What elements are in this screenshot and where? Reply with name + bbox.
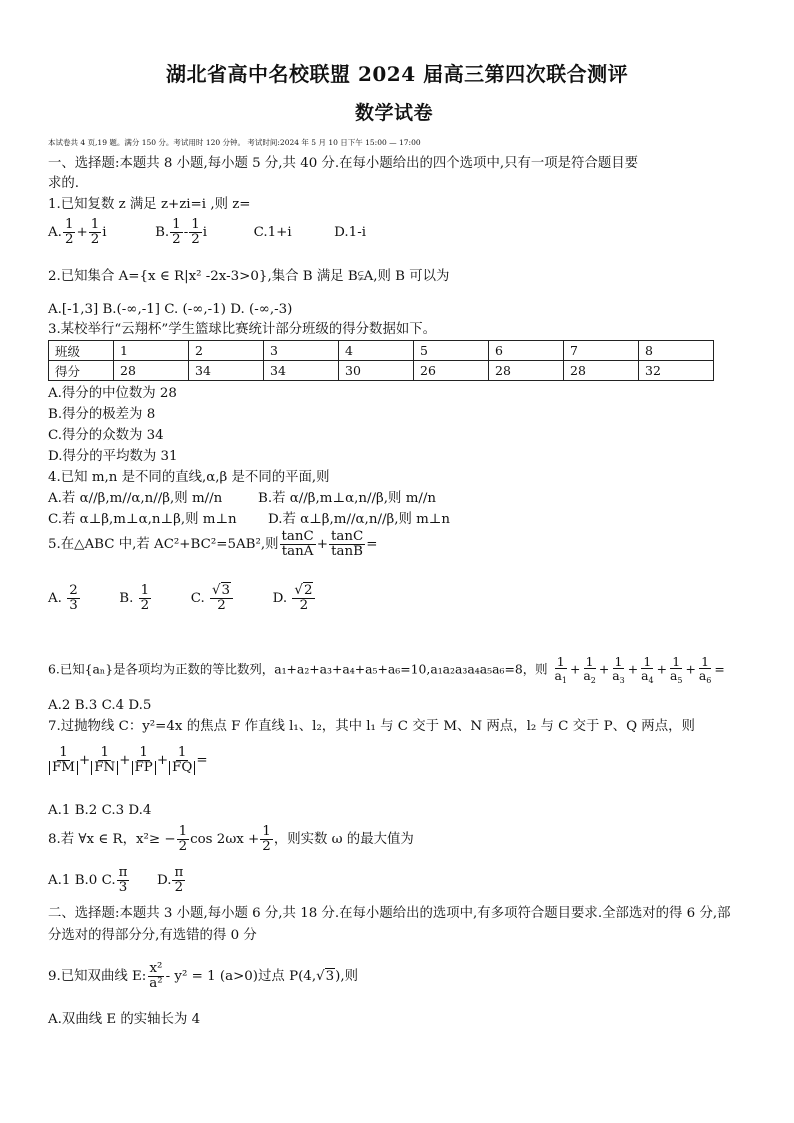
question-8-options: A.1 B.0 C. $\frac{\pi}{3}$ D. $\frac{\pi}{2}$ (48, 865, 184, 896)
q5-option-b: B. $\frac{1}{2}$ (119, 583, 150, 614)
exam-title: 湖北省高中名校联盟 2024 届高三第四次联合测评 (166, 62, 629, 86)
score-table (48, 340, 714, 381)
q3-option-c: C.得分的众数为 34 (48, 428, 164, 443)
exam-meta: 本试卷共 4 页,19 题。满分 150 分。考试用时 120 分钟。 考试时间:2024 年 5 月 10 日下午 15:00 — 17:00 (48, 138, 421, 147)
question-8-stem: 8.若 ∀x ∈ R，x²≥ − $\frac{1}{2}$ cos 2ωx + $\frac{1}{2}$ ，则实数 ω 的最大值为 (48, 824, 414, 855)
question-2-options: A.[-1,3] B.(-∞,-1] C. (-∞,-1) D. (-∞,-3) (48, 302, 293, 317)
q1-option-b: B. $\frac{1}{2}$ - $\frac{1}{2}$ i (155, 217, 208, 248)
q4-option-a: A.若 α//β,m//α,n//β,则 m//n (48, 491, 223, 506)
q1-option-c: C.1+i (253, 225, 292, 241)
question-2-stem: 2.已知集合 A={x ∈ R|x² -2x-3>0},集合 B 满足 B⫋A,则 B 可以为 (48, 269, 450, 284)
question-7-options: A.1 B.2 C.3 D.4 (48, 803, 152, 818)
q1-option-d: D.1-i (334, 225, 367, 241)
section-2-heading: 二、选择题:本题共 3 小题,每小题 6 分,共 18 分.在每小题给出的选项中,有多项符合题目要求.全部选对的得 6 分,部 (48, 906, 731, 921)
question-1-stem: 1.已知复数 z 满足 z+zi=i ,则 z= (48, 197, 251, 212)
section-2-heading-cont: 分选对的得部分分,有选错的得 0 分 (48, 928, 257, 943)
q3-option-d: D.得分的平均数为 31 (48, 449, 178, 464)
question-4-stem: 4.已知 m,n 是不同的直线,α,β 是不同的平面,则 (48, 470, 330, 485)
q5-option-d: D. $\frac{√2}{2}$ (273, 591, 317, 606)
question-6-stem: 6.已知{aₙ}是各项均为正数的等比数列，a₁+a₂+a₃+a₄+a₅+a₆=10,a₁a₂a₃a₄a₅a₆=8，则 $\frac{1}{a_1}$ + $\frac{1}{a_2}$ + $\frac{1}{a_3}$ + $\frac{1}{a_4}$ + $\frac{1}{a_5}$ + $\frac{1}{a_6}$ = (48, 654, 725, 686)
q5-option-c: C. $\frac{√3}{2}$ (191, 591, 234, 606)
question-9-stem: 9.已知双曲线 E: $\frac{\text{x²}}{\text{a²}}$ - y² = 1 (a>0)过点 P(4,√3),则 (48, 961, 359, 992)
q4-option-b: B.若 α//β,m⊥α,n//β,则 m//n (258, 491, 437, 506)
q4-option-c: C.若 α⊥β,m⊥α,n⊥β,则 m⊥n (48, 512, 237, 527)
question-5-options (48, 584, 316, 613)
set-expression: {x ∈ R|x² -2x-3>0} (139, 269, 268, 284)
q1-option-a: A. $\frac{1}{2}$ + $\frac{1}{2}$ i (48, 217, 107, 248)
q4-option-d: D.若 α⊥β,m//α,n//β,则 m⊥n (268, 512, 451, 527)
table-row: 班级 1 2 3 4 5 6 7 8 (49, 341, 714, 361)
q3-option-a: A.得分的中位数为 28 (48, 386, 177, 401)
q3-option-b: B.得分的极差为 8 (48, 407, 156, 422)
question-7-stem: 7.过抛物线 C：y²=4x 的焦点 F 作直线 l₁、l₂，其中 l₁ 与 C 交于 M、N 两点，l₂ 与 C 交于 P、Q 两点，则 (48, 719, 695, 734)
exam-subtitle: 数学试卷 (355, 102, 434, 124)
question-5-stem: 5.在△ABC 中,若 AC²+BC²=5AB²,则 $\frac{\tan C}{\tan A}$ + $\frac{\tan C}{\tan B}$ = (48, 529, 378, 560)
question-7-expression: $\frac{1}{FM}$ + $\frac{1}{FN}$ + $\frac{1}{FP}$ + $\frac{1}{FQ}$ = (48, 746, 208, 775)
table-row: 得分 28 34 34 30 26 28 28 32 (49, 361, 714, 381)
q9-option-a: A.双曲线 E 的实轴长为 4 (48, 1012, 201, 1027)
question-6-options: A.2 B.3 C.4 D.5 (48, 698, 152, 713)
q5-option-a: A. $\frac{2}{3}$ (48, 583, 78, 614)
question-3-stem: 3.某校举行“云翔杯”学生篮球比赛统计部分班级的得分数据如下。 (48, 322, 437, 337)
question-1-options (48, 218, 366, 247)
section-1-heading: 一、选择题:本题共 8 小题,每小题 5 分,共 40 分.在每小题给出的四个选项中,只有一项是符合题目要 (48, 156, 638, 171)
section-1-heading-cont: 求的. (48, 176, 80, 191)
